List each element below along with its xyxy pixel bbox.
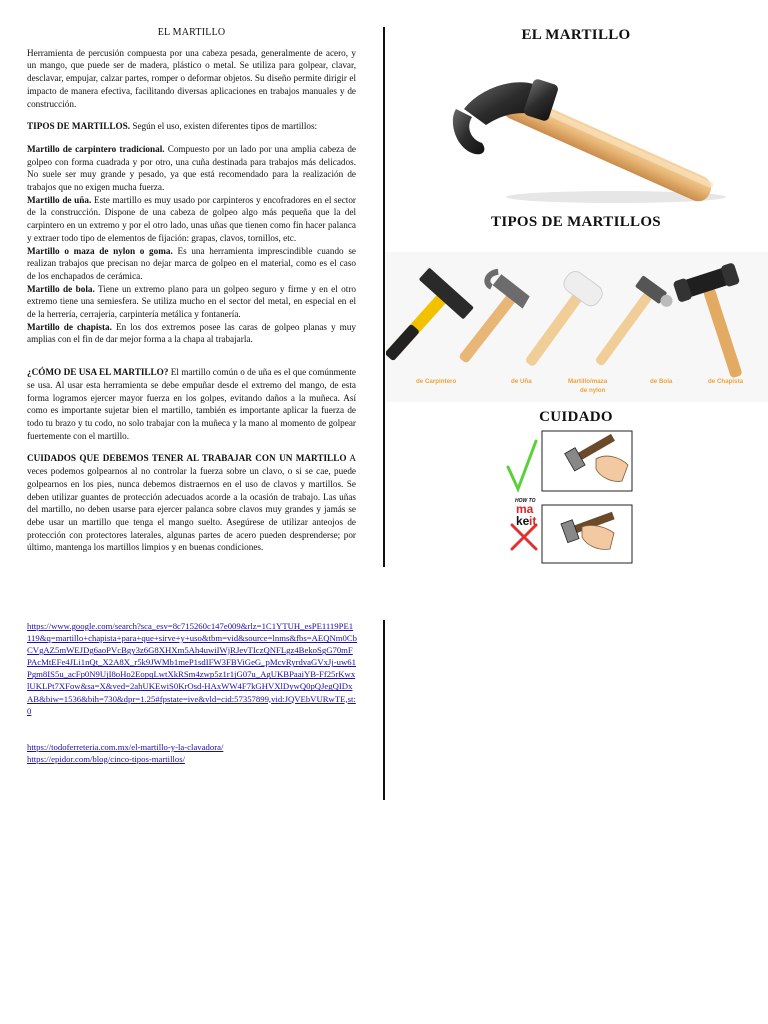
- types-heading: TIPOS DE MARTILLOS.: [27, 121, 131, 132]
- types-intro-text: Según el uso, existen diferentes tipos de martillos:: [130, 121, 318, 132]
- type-desc: Es una herramienta imprescindible cuando se realizan trabajos que precisan no dejar marca de golpeo en el material, como es el caso de los enchapados de cerámica.: [27, 245, 356, 281]
- type-desc: Este martillo es muy usado por carpinteros y encofradores en el sector de la construcción. Dispone de una cabeza de golpeo algo más pequeña que la del carpintero en un extremo y por el otro lado, unas uñas que tienen como fin hacer palanca y extraer todo tipo de elementos de fijación: grapas, clavos, tornillos, etc.: [27, 194, 356, 243]
- label-carpintero: de Carpintero: [416, 378, 457, 385]
- type-name: Martillo de uña.: [27, 194, 92, 205]
- care-heading: CUIDADOS QUE DEBEMOS TENER AL TRABAJAR CON UN MARTILLO: [27, 453, 347, 464]
- check-icon: [508, 441, 536, 489]
- type-item: [27, 321, 356, 346]
- usage-text: El martillo común o de uña es el que comúnmente se usa. Al usar esta herramienta se debe empuñar desde el extremo del mango, de esta forma logramos ejercer mayor fuerza en los golpes, evitando daños a la muñeca. Así como es importante sujetar bien el martillo, también es importante aplicar la fuerza de todo tu brazo y tu codo, no solo trabajar con la muñeca y la mano al momento de golpear fuertemente con el martillo.: [27, 367, 356, 441]
- usage-heading: ¿CÓMO DE USA EL MARTILLO?: [27, 367, 169, 378]
- type-desc: En los dos extremos posee las caras de golpeo planas y muy amplias con el fin de dar mejor forma a la chapa al trabajarla.: [27, 321, 357, 345]
- logo-ke: ke: [516, 514, 530, 528]
- care-text: A veces podemos golpearnos al no controlar la fuerza sobre un clavo, o si se cae, puede golpearnos en los pies, nunca debemos distraernos en el uso de clavos y martillos. Se deben utilizar guantes de protección adecuados acorde a la ocasión de trabajo. Las uñas del martillo, no deben usarse para ejercer palanca sobre clavos muy grandes y jamás se debe usar un martillo que tenga el mango suelto. Asegúrese de utilizar anteojos de protección con protectores laterales, algunas partes de acero pueden desprenderse; por último, mantenga los martillos limpios y en buenas condiciones.: [27, 453, 356, 553]
- hammer-types-illustration: [386, 252, 768, 402]
- references-section: [27, 620, 357, 765]
- reference-link-epidor[interactable]: https://epidor.com/blog/cinco-tipos-martillos/: [27, 753, 186, 764]
- make-it-logo: [515, 498, 536, 528]
- type-item: [27, 245, 356, 283]
- types-intro: [27, 120, 356, 133]
- label-maza: Martillo/maza: [568, 378, 608, 385]
- logo-it: it: [529, 514, 537, 528]
- reference-link-google[interactable]: https://www.google.com/search?sca_esv=8c715260c147e009&rlz=1C1YTUH_esPE1119PE1119&q=martillo+chapista+para+que+sirve+y+uso&tbm=vid&source=lnms&fbs=AEQNm0CbCVgAZ5mWEJDg6aoPVcBgy3z6G8XHXm5Ah4uwiIWjRJevTIczQNFLgz4BekoSgG70mFPAcMtEFe4JLi1nQt_X2A8X_r5k9JWMb1meP1sdIFW3FBViGeG_pMcvRyrdvaGVxJj-uw61Pgm8IS5u_acFp0N9UjI8oHo2EopqLwtXkRSm4zwp5z1r1jG07u_AgUKBPaaiYB-Ff25rKwxlUKLPt7XFow&sa=X&ved=2ahUKEwiS0KrOsd-HAxWW4F7kGHVXlDywQ0pQJegQIDxAB&biw=1536&bih=730&dpr=1.25#fpstate=ive&vld=cid:57357899,vid:JQVEbVURwTE,st:0: [27, 621, 358, 716]
- type-item: [27, 143, 356, 194]
- right-title: EL MARTILLO: [521, 27, 631, 43]
- logo-top: HOW TO: [515, 498, 536, 504]
- column-divider: [383, 620, 385, 800]
- logo-ma: ma: [516, 502, 534, 516]
- hammer-grip-illustration: [502, 429, 642, 569]
- reference-link-todoferreteria[interactable]: https://todoferreteria.com.mx/el-martillo-y-la-clavadora/: [27, 741, 224, 752]
- type-name: Martillo de carpintero tradicional.: [27, 143, 165, 154]
- type-desc: Tiene un extremo plano para un golpeo seguro y firme y en el otro extremo tiene una semiesfera. Se utiliza mucho en el sector del metal, en especial en el de la herrería, cerrajería, carpintería metálica y fontanería.: [27, 283, 356, 320]
- left-column: [27, 27, 356, 564]
- column-divider: [383, 27, 385, 567]
- label-bola: de Bola: [650, 378, 673, 385]
- claw-hammer-illustration: [386, 47, 768, 227]
- type-name: Martillo de bola.: [27, 283, 95, 294]
- types-title: TIPOS DE MARTILLOS: [491, 214, 661, 230]
- type-name: Martillo de chapista.: [27, 321, 112, 332]
- label-chapista: de Chapista: [708, 378, 744, 385]
- usage-paragraph: [27, 366, 356, 442]
- label-una: de Uña: [511, 378, 532, 385]
- label-nylon: de nylon: [580, 387, 606, 394]
- doc-title: EL MARTILLO: [157, 27, 226, 38]
- cross-icon: [512, 525, 536, 549]
- care-title: CUIDADO: [539, 409, 613, 425]
- type-item: [27, 194, 356, 245]
- type-name: Martillo o maza de nylon o goma.: [27, 245, 173, 256]
- intro-paragraph: Herramienta de percusión compuesta por una cabeza pesada, generalmente de acero, y un mango, que puede ser de madera, plástico o metal. Se utiliza para golpear, clavar, desclavar, empujar, calzar partes, romper o deformar objetos. Su diseño permite dirigir el impacto de manera efectiva, facilitando diversas aplicaciones en trabajos manuales y de construcción.: [27, 47, 356, 109]
- care-paragraph: [27, 452, 356, 554]
- type-item: [27, 283, 356, 321]
- type-desc: Compuesto por un lado por una amplia cabeza de golpeo con forma cuadrada y por otro, una cuña destinada para trabajos más delicados. No suele ser muy grande y pesado, ya que está recomendado para la realización de trabajos que no exigen mucha fuerza.: [27, 143, 356, 193]
